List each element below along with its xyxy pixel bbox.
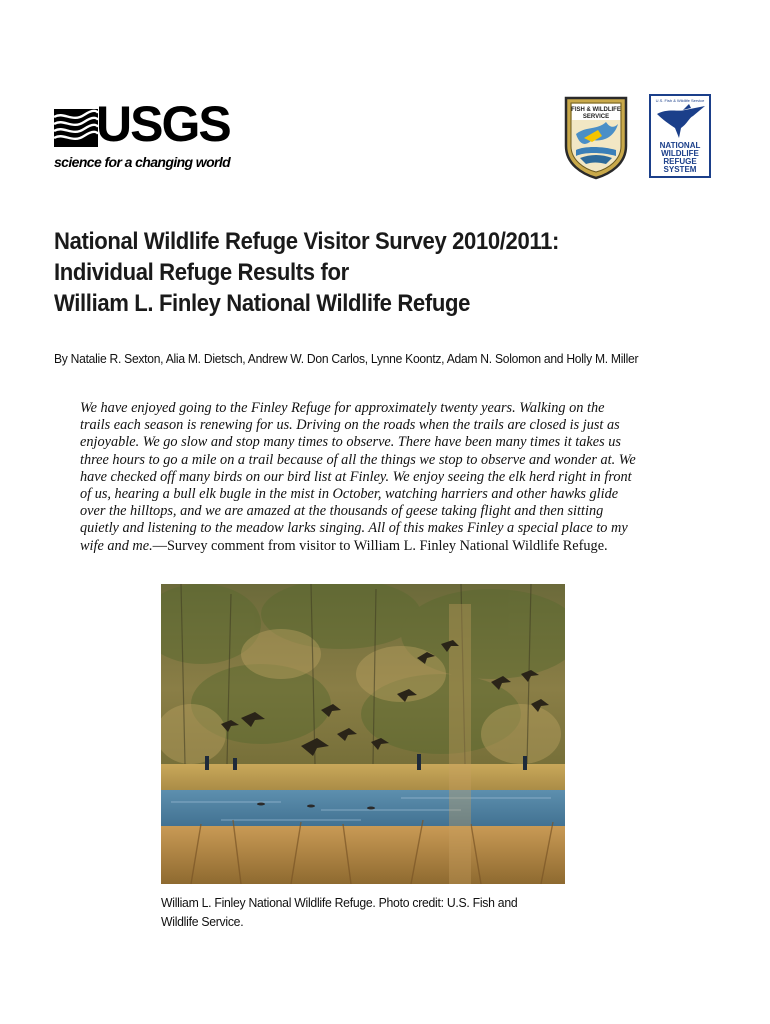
photo-wetland-geese-icon — [161, 584, 565, 884]
quote-line: trails each season is renewing for us. Driving on the roads when the trails are closed is just as — [80, 417, 620, 434]
visitor-quote — [80, 400, 680, 555]
quote-line: quietly and listening to the meadow larks singing. All of this makes Finley a special place to my — [80, 520, 628, 537]
caption-line-2: Wildlife Service. — [161, 914, 244, 929]
nwrs-line-2: WILDLIFE — [661, 149, 699, 158]
quote-attribution: —Survey comment from visitor to William L. Finley National Wildlife Refuge. — [152, 537, 608, 554]
fws-badge-text-line1: FISH & WILDLIFE — [571, 107, 621, 113]
quote-line: over the hilltops, and we are amazed at the thousands of geese taking flight and then sitting — [80, 503, 604, 520]
refuge-photo — [161, 584, 565, 884]
nwrs-line-3: REFUGE — [663, 157, 697, 166]
nwrs-logo — [649, 94, 711, 178]
quote-line: three hours to go a mile on a trail because of all the things we stop to observe and wonder at. We — [80, 451, 636, 468]
quote-line-end: wife and me. — [80, 537, 153, 554]
quote-line: enjoyable. We go slow and stop many times to observe. There have been many times it takes us — [80, 434, 621, 451]
quote-line: of us, hearing a bull elk bugle in the mist in October, watching harriers and other hawks glide — [80, 486, 619, 503]
quote-line: have checked off many birds on our bird list at Finley. We enjoy seeing the elk herd right in front — [80, 468, 632, 485]
document-title — [54, 226, 559, 319]
nwrs-line-1: NATIONAL — [659, 141, 701, 150]
quote-line: We have enjoyed going to the Finley Refuge for approximately twenty years. Walking on the — [80, 400, 605, 416]
caption-line-1: William L. Finley National Wildlife Refuge. Photo credit: U.S. Fish and — [161, 895, 518, 910]
photo-caption — [161, 893, 517, 931]
usgs-logo — [54, 96, 231, 171]
title-line-2: Individual Refuge Results for — [54, 259, 349, 286]
nwrs-line-4: SYSTEM — [663, 165, 697, 174]
title-line-3: William L. Finley National Wildlife Refuge — [54, 290, 470, 317]
usgs-tagline: science for a changing world — [54, 154, 231, 170]
author-byline: By Natalie R. Sexton, Alia M. Dietsch, Andrew W. Don Carlos, Lynne Koontz, Adam N. Solomon and Holly M. Miller — [54, 351, 639, 366]
nwrs-badge-top-text: U.S. Fish & Wildlife Service — [655, 98, 705, 103]
quote-last-line — [80, 538, 680, 555]
usgs-wave-icon — [54, 109, 98, 147]
fws-shield-logo — [562, 94, 630, 180]
fws-badge-text-line2: SERVICE — [582, 114, 610, 120]
usgs-wordmark: USGS — [96, 96, 230, 152]
title-line-1: National Wildlife Refuge Visitor Survey 2010/2011: — [54, 228, 559, 255]
